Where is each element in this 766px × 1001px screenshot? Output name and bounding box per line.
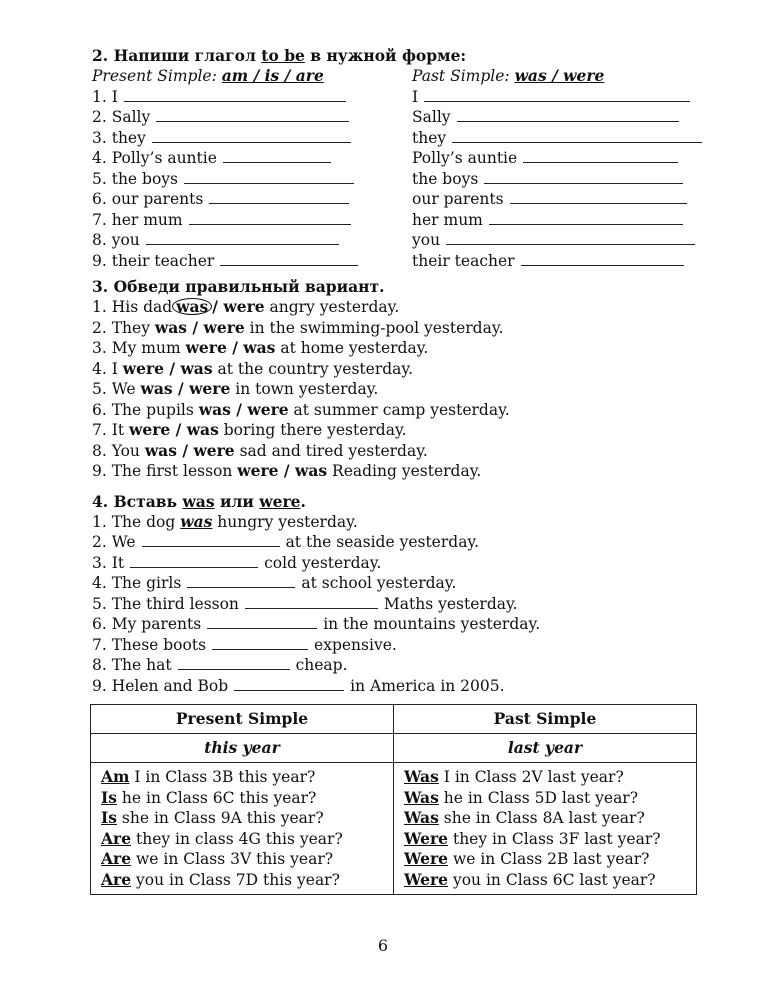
example-question	[404, 767, 686, 788]
example-question	[404, 829, 686, 850]
question-rest: they in Class 3F last year?	[448, 829, 661, 848]
fill-prefix: 8. The hat	[92, 656, 172, 674]
present-item	[92, 148, 412, 169]
past-item	[412, 169, 702, 190]
fill-suffix: cold yesterday.	[264, 553, 382, 572]
fill-line	[92, 635, 702, 656]
example-question	[101, 788, 383, 809]
option-separator: /	[170, 420, 187, 439]
fill-prefix: 9. Helen and Bob	[92, 676, 229, 695]
past-item	[412, 210, 702, 231]
answer-blank[interactable]	[124, 87, 346, 102]
answer-blank[interactable]	[207, 614, 317, 629]
option-separator: /	[226, 338, 244, 357]
choice-prefix: 7. It	[92, 421, 129, 439]
option-separator: /	[278, 461, 295, 480]
answer-blank[interactable]	[521, 251, 684, 266]
option-separator: /	[164, 358, 181, 378]
option-b[interactable]: were	[247, 399, 289, 419]
answer-blank[interactable]	[234, 676, 344, 691]
fill-prefix: 7. These boots	[92, 635, 207, 654]
present-item-label: 9. their teacher	[92, 251, 215, 270]
fill-line	[92, 614, 702, 635]
fill-line	[92, 532, 702, 553]
question-rest: she in Class 8A last year?	[438, 809, 645, 827]
option-a[interactable]: was	[198, 399, 231, 419]
past-item-label: they	[412, 128, 447, 147]
table-sub-last-year: last year	[394, 734, 697, 763]
answer-blank[interactable]	[220, 251, 358, 266]
present-item	[92, 128, 412, 149]
example-question	[101, 767, 383, 788]
fill-suffix: at the seaside yesterday.	[285, 533, 480, 551]
option-b[interactable]: were	[189, 379, 231, 398]
option-separator: /	[176, 440, 194, 460]
exercise-2-columns	[92, 66, 702, 271]
choice-prefix: 3. My mum	[92, 339, 186, 357]
fill-suffix: Maths yesterday.	[383, 594, 518, 613]
exercise-2-title: 2. Напиши глагол to be в нужной форме:	[92, 46, 467, 65]
option-separator: /	[172, 379, 190, 398]
choice-suffix: at the country yesterday.	[212, 359, 414, 378]
answer-blank[interactable]	[484, 169, 683, 184]
verb-form: Am	[101, 767, 130, 786]
fill-line	[92, 573, 702, 594]
answer-blank[interactable]	[156, 107, 349, 122]
choice-prefix: 4. I	[92, 359, 123, 378]
choice-suffix: at home yesterday.	[275, 339, 429, 357]
option-a[interactable]: were	[237, 461, 279, 480]
choice-line	[92, 318, 702, 339]
exercise-4-example: 1. The dog was hungry yesterday.	[92, 511, 358, 531]
past-column	[412, 66, 702, 271]
past-simple-label: Past Simple: was / were	[412, 66, 605, 85]
option-b[interactable]: was	[186, 420, 219, 439]
present-item-label: 3. they	[92, 128, 146, 147]
fill-line	[92, 655, 702, 676]
past-item-label: their teacher	[412, 251, 515, 270]
option-b[interactable]: was	[180, 358, 213, 378]
present-item	[92, 107, 412, 128]
choice-suffix: angry yesterday.	[264, 298, 400, 316]
question-rest: you in Class 7D this year?	[131, 870, 340, 889]
answer-blank[interactable]	[184, 169, 354, 184]
choice-line	[92, 379, 702, 400]
answer-blank[interactable]	[424, 87, 690, 102]
question-rest: they in class 4G this year?	[131, 829, 343, 848]
answer-blank[interactable]	[152, 128, 351, 143]
present-item	[92, 189, 412, 210]
option-b[interactable]: were	[193, 440, 235, 460]
option-b[interactable]: was	[243, 338, 276, 357]
table-head-past: Past Simple	[394, 705, 697, 734]
question-rest: you in Class 6C last year?	[448, 870, 656, 889]
past-item	[412, 148, 702, 169]
present-examples-cell	[91, 763, 394, 895]
fill-suffix: expensive.	[314, 635, 397, 654]
present-item-label: 8. you	[92, 231, 140, 249]
verb-form: Were	[404, 849, 449, 868]
past-item	[412, 230, 702, 251]
question-rest: I in Class 2V last year?	[438, 768, 624, 786]
choice-prefix: 1. His dad	[92, 298, 173, 316]
past-item-label: our parents	[412, 190, 504, 208]
grammar-table	[90, 704, 697, 895]
question-rest: we in Class 2B last year?	[448, 850, 650, 868]
choice-suffix: boring there yesterday.	[218, 421, 407, 439]
present-item-label: 2. Sally	[92, 108, 151, 126]
option-b[interactable]: was	[294, 461, 328, 480]
fill-line	[92, 594, 702, 615]
exercise-3-list	[92, 297, 702, 482]
answer-blank[interactable]	[446, 230, 695, 245]
option-a[interactable]: were	[185, 338, 227, 357]
answer-blank[interactable]	[212, 635, 308, 650]
choice-suffix: at summer camp yesterday.	[288, 400, 510, 419]
option-a[interactable]: was	[144, 440, 177, 460]
fill-prefix: 4. The girls	[92, 574, 182, 592]
fill-prefix: 3. It	[92, 553, 125, 572]
verb-form: Was	[404, 787, 439, 807]
choice-prefix: 9. The first lesson	[92, 462, 238, 480]
table-head-present: Present Simple	[91, 705, 394, 734]
choice-prefix: 8. You	[92, 441, 145, 460]
past-examples-cell	[394, 763, 697, 895]
answer-blank[interactable]	[189, 210, 351, 225]
answer-blank[interactable]	[130, 553, 258, 568]
fill-suffix: in the mountains yesterday.	[323, 615, 541, 633]
answer-blank[interactable]	[523, 148, 678, 163]
circled-answer[interactable]: was	[172, 298, 212, 315]
option-a[interactable]: were	[129, 420, 171, 439]
past-item	[412, 87, 702, 108]
verb-form: Was	[404, 767, 439, 786]
answer-blank[interactable]	[245, 594, 378, 609]
answer-blank[interactable]	[209, 189, 349, 204]
present-item	[92, 230, 412, 251]
present-item	[92, 210, 412, 231]
choice-line	[92, 441, 702, 462]
past-item-label: you	[412, 231, 441, 249]
fill-suffix: cheap.	[295, 656, 348, 674]
past-item-label: the boys	[412, 169, 479, 188]
verb-form: Are	[101, 869, 132, 889]
present-simple-label: Present Simple: am / is / are	[92, 66, 324, 85]
option-a[interactable]: were	[122, 358, 164, 378]
question-rest: she in Class 9A this year?	[116, 809, 324, 827]
answer-blank[interactable]	[223, 148, 331, 163]
example-question	[101, 808, 383, 829]
choice-prefix: 5. We	[92, 380, 141, 398]
answer-blank[interactable]	[187, 573, 295, 588]
option-a[interactable]: was	[154, 317, 188, 337]
past-item	[412, 251, 702, 272]
example-question	[404, 870, 686, 891]
present-item-label: 7. her mum	[92, 210, 183, 229]
fill-suffix: at school yesterday.	[301, 574, 457, 592]
answer-blank[interactable]	[489, 210, 683, 225]
fill-line	[92, 676, 702, 697]
verb-form: Was	[404, 808, 439, 827]
present-column	[92, 66, 412, 271]
option-separator: /	[230, 399, 248, 419]
exercise-4-list	[92, 532, 702, 696]
fill-prefix: 5. The third lesson	[92, 594, 239, 613]
answer-blank[interactable]	[510, 189, 687, 204]
question-rest: he in Class 5D last year?	[438, 788, 639, 807]
option-b[interactable]: were	[223, 297, 265, 316]
past-item-label: I	[412, 87, 419, 106]
past-item	[412, 128, 702, 149]
verb-form: Are	[101, 828, 132, 848]
answer-blank[interactable]	[142, 532, 280, 547]
example-question	[101, 849, 383, 870]
choice-line	[92, 297, 702, 318]
example-question	[404, 788, 686, 809]
example-question	[101, 870, 383, 891]
option-b[interactable]: were	[203, 317, 245, 337]
answer-blank[interactable]	[178, 655, 290, 670]
choice-suffix: in town yesterday.	[230, 380, 379, 398]
option-a[interactable]: was	[140, 379, 173, 398]
choice-prefix: 6. The pupils	[92, 400, 199, 419]
choice-line	[92, 400, 702, 421]
verb-form: Is	[101, 787, 117, 807]
present-item-label: 5. the boys	[92, 169, 178, 188]
choice-line	[92, 420, 702, 441]
exercise-3-title: 3. Обведи правильный вариант.	[92, 277, 385, 296]
fill-prefix: 6. My parents	[92, 615, 202, 633]
verb-form: Were	[404, 869, 449, 889]
exercise-4-title: 4. Вставь was или were.	[92, 491, 306, 511]
fill-suffix: in America in 2005.	[350, 676, 505, 695]
worksheet-page	[92, 46, 702, 895]
choice-line	[92, 461, 702, 482]
answer-blank[interactable]	[457, 107, 679, 122]
choice-suffix: in the swimming-pool yesterday.	[244, 318, 504, 337]
option-separator: /	[187, 317, 204, 337]
present-item-label: 1. I	[92, 87, 118, 106]
past-item-label: her mum	[412, 210, 483, 229]
example-question	[404, 849, 686, 870]
choice-line	[92, 338, 702, 359]
choice-suffix: Reading yesterday.	[327, 462, 482, 480]
option-separator: /	[212, 297, 224, 316]
page-number: 6	[377, 936, 389, 955]
past-item-label: Polly’s auntie	[412, 149, 518, 167]
example-question	[404, 808, 686, 829]
choice-prefix: 2. They	[92, 318, 155, 337]
present-item	[92, 87, 412, 108]
past-item	[412, 107, 702, 128]
present-item-label: 6. our parents	[92, 190, 204, 208]
present-item	[92, 169, 412, 190]
question-rest: I in Class 3B this year?	[129, 768, 316, 786]
question-rest: he in Class 6C this year?	[116, 788, 317, 807]
past-item	[412, 189, 702, 210]
table-sub-this-year: this year	[91, 734, 394, 763]
choice-line	[92, 359, 702, 380]
fill-line	[92, 553, 702, 574]
answer-blank[interactable]	[146, 230, 339, 245]
verb-form: Were	[404, 828, 449, 848]
past-item-label: Sally	[412, 108, 451, 126]
present-item	[92, 251, 412, 272]
fill-prefix: 2. We	[92, 533, 136, 551]
present-item-label: 4. Polly’s auntie	[92, 149, 217, 167]
verb-form: Is	[101, 808, 117, 827]
answer-blank[interactable]	[452, 128, 702, 143]
example-question	[101, 829, 383, 850]
question-rest: we in Class 3V this year?	[131, 850, 334, 868]
verb-form: Are	[101, 849, 132, 868]
choice-suffix: sad and tired yesterday.	[234, 441, 428, 460]
